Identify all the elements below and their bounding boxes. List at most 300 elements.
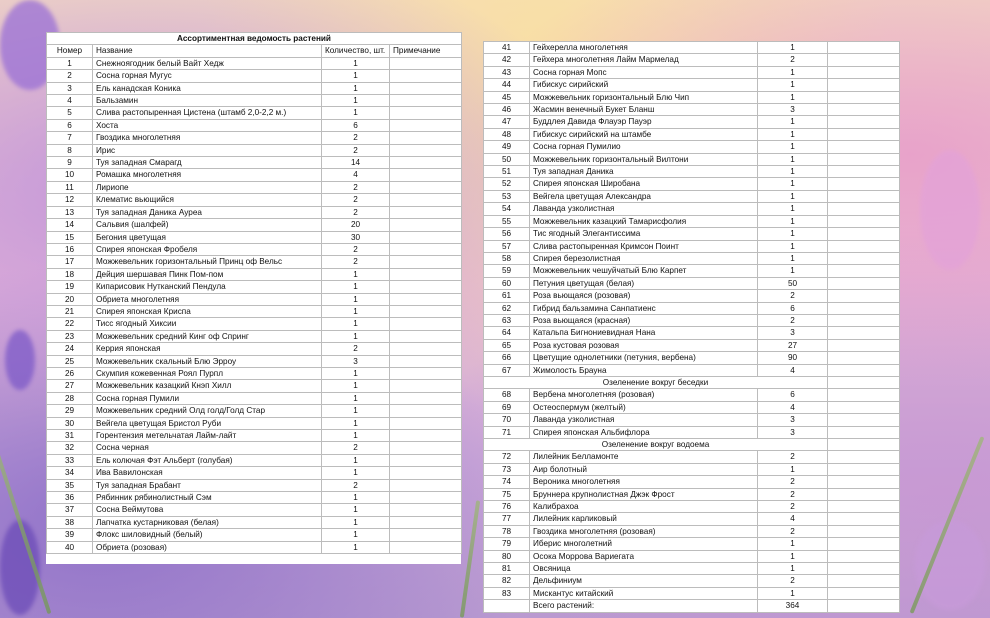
quantity: 2 — [322, 132, 390, 144]
note — [390, 70, 462, 82]
plant-name: Слива растопыренная Цистена (штамб 2,0-2,2 м.) — [93, 107, 322, 119]
table-row — [47, 380, 462, 392]
row-number: 73 — [484, 463, 530, 475]
quantity: 2 — [322, 256, 390, 268]
plant-name: Вероника многолетняя — [530, 476, 758, 488]
plant-name: Ромашка многолетняя — [93, 169, 322, 181]
note — [828, 128, 900, 140]
row-number: 49 — [484, 141, 530, 153]
row-number: 57 — [484, 240, 530, 252]
quantity: 1 — [758, 563, 828, 575]
row-number: 50 — [484, 153, 530, 165]
row-number: 13 — [47, 206, 93, 218]
inventory-table-left — [46, 32, 461, 564]
plant-name: Тис ягодный Элегантиссима — [530, 228, 758, 240]
row-number: 80 — [484, 550, 530, 562]
plant-name: Туя западная Брабант — [93, 479, 322, 491]
plant-name: Жимолость Брауна — [530, 364, 758, 376]
table-row — [484, 538, 900, 550]
note — [828, 575, 900, 587]
note — [390, 380, 462, 392]
table-row — [484, 575, 900, 587]
quantity: 1 — [322, 95, 390, 107]
note — [390, 157, 462, 169]
plant-name: Можжевельник средний Кинг оф Спринг — [93, 330, 322, 342]
quantity: 1 — [322, 305, 390, 317]
quantity: 2 — [322, 194, 390, 206]
section-title: Озеленение вокруг беседки — [484, 376, 828, 388]
note — [828, 364, 900, 376]
quantity: 1 — [322, 529, 390, 541]
note — [828, 525, 900, 537]
quantity: 1 — [322, 467, 390, 479]
table-row — [47, 95, 462, 107]
section-row — [484, 376, 900, 388]
plant-name: Сосна горная Пумилио — [530, 141, 758, 153]
row-number: 75 — [484, 488, 530, 500]
plant-name: Дельфиниум — [530, 575, 758, 587]
row-number: 32 — [47, 442, 93, 454]
note — [828, 240, 900, 252]
plant-name: Роза вьющаяся (красная) — [530, 314, 758, 326]
table-row — [47, 281, 462, 293]
header-note: Примечание — [390, 45, 462, 57]
table-row — [47, 355, 462, 367]
table-row — [484, 488, 900, 500]
table-row — [484, 166, 900, 178]
row-number: 4 — [47, 95, 93, 107]
table-row — [484, 265, 900, 277]
plant-name: Гвоздика многолетняя (розовая) — [530, 525, 758, 537]
row-number: 55 — [484, 215, 530, 227]
note — [828, 54, 900, 66]
table-row — [484, 54, 900, 66]
table-row — [484, 587, 900, 599]
table-row — [484, 327, 900, 339]
quantity: 14 — [322, 157, 390, 169]
plant-name: Буддлея Давида Флауэр Пауэр — [530, 116, 758, 128]
header-name: Название — [93, 45, 322, 57]
row-number: 34 — [47, 467, 93, 479]
plant-name: Хоста — [93, 119, 322, 131]
note — [390, 144, 462, 156]
quantity: 1 — [758, 116, 828, 128]
plant-name: Лаванда узколистная — [530, 203, 758, 215]
header-number: Номер — [47, 45, 93, 57]
quantity: 1 — [758, 550, 828, 562]
plant-name: Можжевельник казацкий Тамарисфолия — [530, 215, 758, 227]
plant-name: Гвоздика многолетняя — [93, 132, 322, 144]
plant-name: Спирея березолистная — [530, 252, 758, 264]
table-row — [484, 339, 900, 351]
table-row — [484, 290, 900, 302]
table-row — [47, 206, 462, 218]
note — [390, 107, 462, 119]
header-quantity: Количество, шт. — [322, 45, 390, 57]
plant-name: Овсяница — [530, 563, 758, 575]
note — [390, 367, 462, 379]
plant-name: Можжевельник горизонтальный Блю Чип — [530, 91, 758, 103]
table-row — [47, 70, 462, 82]
note — [390, 442, 462, 454]
table-row — [47, 405, 462, 417]
plant-name: Роза кустовая розовая — [530, 339, 758, 351]
table-header — [47, 45, 462, 57]
quantity: 2 — [322, 343, 390, 355]
plant-name: Аир болотный — [530, 463, 758, 475]
note — [390, 492, 462, 504]
note — [390, 516, 462, 528]
note — [828, 203, 900, 215]
table-row — [47, 367, 462, 379]
table-row — [47, 194, 462, 206]
plant-name: Лириопе — [93, 181, 322, 193]
row-number: 33 — [47, 454, 93, 466]
note — [390, 268, 462, 280]
table-row — [47, 107, 462, 119]
note — [390, 181, 462, 193]
table-row — [47, 82, 462, 94]
table-row — [47, 492, 462, 504]
quantity: 6 — [758, 389, 828, 401]
row-number: 23 — [47, 330, 93, 342]
plant-name: Дейция шершавая Пинк Пом-пом — [93, 268, 322, 280]
plant-name: Слива растопыренная Кримсон Поинт — [530, 240, 758, 252]
note — [390, 119, 462, 131]
plant-name: Лапчатка кустарниковая (белая) — [93, 516, 322, 528]
note — [828, 166, 900, 178]
row-number: 11 — [47, 181, 93, 193]
table-row — [484, 525, 900, 537]
table-row — [47, 330, 462, 342]
row-number: 61 — [484, 290, 530, 302]
row-number: 51 — [484, 166, 530, 178]
quantity: 1 — [758, 178, 828, 190]
note — [390, 529, 462, 541]
quantity: 3 — [758, 104, 828, 116]
total-row — [484, 600, 900, 612]
plant-name: Туя западная Даника Ауреа — [93, 206, 322, 218]
row-number: 77 — [484, 513, 530, 525]
quantity: 2 — [758, 54, 828, 66]
row-number: 44 — [484, 79, 530, 91]
row-number: 45 — [484, 91, 530, 103]
plant-name: Можжевельник средний Олд голд/Голд Стар — [93, 405, 322, 417]
row-number: 16 — [47, 243, 93, 255]
table-row — [484, 141, 900, 153]
quantity: 2 — [758, 476, 828, 488]
row-number: 21 — [47, 305, 93, 317]
note — [390, 541, 462, 553]
row-number: 43 — [484, 66, 530, 78]
plant-name: Гибрид бальзамина Санпатиенс — [530, 302, 758, 314]
plant-name: Остеоспермум (желтый) — [530, 401, 758, 413]
plant-name: Ирис — [93, 144, 322, 156]
quantity: 1 — [322, 405, 390, 417]
plant-name: Бруннера крупнолистная Джэк Фрост — [530, 488, 758, 500]
note — [390, 57, 462, 69]
note — [828, 215, 900, 227]
note — [390, 243, 462, 255]
note — [828, 488, 900, 500]
table-row — [47, 132, 462, 144]
note — [828, 401, 900, 413]
quantity: 1 — [322, 82, 390, 94]
table-row — [47, 529, 462, 541]
table-row — [47, 541, 462, 553]
quantity: 2 — [322, 206, 390, 218]
table-row — [484, 252, 900, 264]
quantity: 1 — [758, 153, 828, 165]
note — [828, 339, 900, 351]
note — [828, 376, 900, 388]
page-title: Ассортиментная ведомость растений — [47, 33, 462, 45]
plant-name: Цветущие однолетники (петуния, вербена) — [530, 352, 758, 364]
row-number: 59 — [484, 265, 530, 277]
row-number: 67 — [484, 364, 530, 376]
row-number: 76 — [484, 501, 530, 513]
plant-name: Мискантус китайский — [530, 587, 758, 599]
quantity: 1 — [322, 318, 390, 330]
plant-name: Сосна Веймутова — [93, 504, 322, 516]
table-row — [47, 169, 462, 181]
row-number: 74 — [484, 476, 530, 488]
plant-name: Керрия японская — [93, 343, 322, 355]
plant-name: Спирея японская Фробеля — [93, 243, 322, 255]
quantity: 2 — [322, 479, 390, 491]
note — [828, 190, 900, 202]
row-number: 40 — [47, 541, 93, 553]
quantity: 2 — [758, 290, 828, 302]
note — [828, 501, 900, 513]
note — [390, 417, 462, 429]
quantity: 1 — [758, 215, 828, 227]
row-number: 39 — [47, 529, 93, 541]
table-row — [47, 392, 462, 404]
table-row — [484, 513, 900, 525]
note — [390, 95, 462, 107]
quantity: 1 — [758, 538, 828, 550]
plant-name: Вейгела цветущая Александра — [530, 190, 758, 202]
note — [390, 169, 462, 181]
note — [828, 252, 900, 264]
note — [390, 256, 462, 268]
row-number: 3 — [47, 82, 93, 94]
quantity: 1 — [322, 281, 390, 293]
table-row — [47, 157, 462, 169]
row-number: 2 — [47, 70, 93, 82]
table-row — [47, 119, 462, 131]
note — [828, 476, 900, 488]
note — [390, 194, 462, 206]
row-number: 22 — [47, 318, 93, 330]
plant-name: Гибискус сирийский — [530, 79, 758, 91]
quantity: 2 — [758, 525, 828, 537]
section-title: Озеленение вокруг водоема — [484, 439, 828, 451]
table-row — [484, 104, 900, 116]
quantity: 4 — [758, 513, 828, 525]
plant-name: Скумпия кожевенная Роял Пурпл — [93, 367, 322, 379]
quantity: 1 — [758, 252, 828, 264]
table-row — [47, 442, 462, 454]
quantity: 90 — [758, 352, 828, 364]
inventory-table-right — [483, 41, 899, 612]
table-row — [484, 302, 900, 314]
row-number: 64 — [484, 327, 530, 339]
note — [390, 318, 462, 330]
plant-name: Ива Вавилонская — [93, 467, 322, 479]
table-row — [484, 203, 900, 215]
plant-name: Лилейник Белламонте — [530, 451, 758, 463]
table-row — [47, 516, 462, 528]
plant-name: Роза вьющаяся (розовая) — [530, 290, 758, 302]
quantity: 4 — [758, 364, 828, 376]
plant-name: Кипарисовик Нутканский Пендула — [93, 281, 322, 293]
row-number: 36 — [47, 492, 93, 504]
plant-name: Можжевельник скальный Блю Эрроу — [93, 355, 322, 367]
plant-name: Вейгела цветущая Бристол Руби — [93, 417, 322, 429]
quantity: 1 — [758, 463, 828, 475]
plant-name: Гейхерелла многолетняя — [530, 42, 758, 54]
quantity: 30 — [322, 231, 390, 243]
note — [390, 405, 462, 417]
quantity: 1 — [322, 57, 390, 69]
quantity: 1 — [322, 541, 390, 553]
row-number: 65 — [484, 339, 530, 351]
row-number: 42 — [484, 54, 530, 66]
quantity: 1 — [758, 66, 828, 78]
table-row — [484, 389, 900, 401]
row-number: 20 — [47, 293, 93, 305]
note — [828, 277, 900, 289]
row-number: 9 — [47, 157, 93, 169]
note — [828, 91, 900, 103]
table-row — [47, 219, 462, 231]
table-row — [484, 228, 900, 240]
plant-name: Клематис вьющийся — [93, 194, 322, 206]
plant-name: Бальзамин — [93, 95, 322, 107]
quantity: 1 — [758, 42, 828, 54]
plant-name: Петуния цветущая (белая) — [530, 277, 758, 289]
plant-name: Иберис многолетний — [530, 538, 758, 550]
plant-name: Бегония цветущая — [93, 231, 322, 243]
row-number: 18 — [47, 268, 93, 280]
quantity: 1 — [322, 417, 390, 429]
row-number: 35 — [47, 479, 93, 491]
table-row — [484, 79, 900, 91]
table-row — [484, 240, 900, 252]
plant-name: Ель колючая Фэт Альберт (голубая) — [93, 454, 322, 466]
plant-name: Катальпа Бигнониевидная Нана — [530, 327, 758, 339]
table-row — [484, 66, 900, 78]
row-number: 82 — [484, 575, 530, 587]
row-number: 19 — [47, 281, 93, 293]
note — [390, 231, 462, 243]
table-row — [47, 293, 462, 305]
table-row — [47, 57, 462, 69]
quantity: 27 — [758, 339, 828, 351]
row-number: 10 — [47, 169, 93, 181]
note — [828, 314, 900, 326]
table-row — [47, 454, 462, 466]
table-row — [47, 318, 462, 330]
table-row — [47, 430, 462, 442]
quantity: 1 — [758, 203, 828, 215]
table-row — [484, 476, 900, 488]
total-spacer — [484, 600, 530, 612]
table-row — [47, 343, 462, 355]
row-number: 41 — [484, 42, 530, 54]
note — [828, 426, 900, 438]
plant-name: Можжевельник горизонтальный Вилтони — [530, 153, 758, 165]
quantity: 4 — [322, 169, 390, 181]
quantity: 1 — [758, 91, 828, 103]
table-row — [47, 181, 462, 193]
quantity: 2 — [322, 243, 390, 255]
table-row — [484, 116, 900, 128]
table-row — [484, 563, 900, 575]
quantity: 20 — [322, 219, 390, 231]
quantity: 1 — [322, 268, 390, 280]
note — [828, 513, 900, 525]
plant-name: Спирея японская Альбифлора — [530, 426, 758, 438]
quantity: 1 — [322, 107, 390, 119]
note — [828, 451, 900, 463]
note — [828, 538, 900, 550]
quantity: 1 — [322, 380, 390, 392]
quantity: 6 — [758, 302, 828, 314]
table-row — [484, 215, 900, 227]
row-number: 26 — [47, 367, 93, 379]
note — [828, 414, 900, 426]
table-row — [484, 190, 900, 202]
note — [390, 430, 462, 442]
plant-name: Вербена многолетняя (розовая) — [530, 389, 758, 401]
table-row — [484, 364, 900, 376]
note — [828, 153, 900, 165]
note — [828, 587, 900, 599]
table-row — [47, 256, 462, 268]
plant-name: Лилейник карликовый — [530, 513, 758, 525]
note — [390, 293, 462, 305]
row-number: 60 — [484, 277, 530, 289]
row-number: 72 — [484, 451, 530, 463]
quantity: 1 — [758, 265, 828, 277]
plant-name: Туя западная Даника — [530, 166, 758, 178]
note — [390, 479, 462, 491]
table-row — [484, 414, 900, 426]
note — [828, 104, 900, 116]
note — [390, 219, 462, 231]
note — [828, 600, 900, 612]
plant-name: Обриета многолетняя — [93, 293, 322, 305]
row-number: 25 — [47, 355, 93, 367]
row-number: 54 — [484, 203, 530, 215]
row-number: 69 — [484, 401, 530, 413]
note — [828, 439, 900, 451]
quantity: 1 — [322, 516, 390, 528]
table-row — [484, 153, 900, 165]
note — [390, 281, 462, 293]
table-row — [484, 426, 900, 438]
note — [828, 141, 900, 153]
quantity: 3 — [322, 355, 390, 367]
note — [390, 355, 462, 367]
table-row — [484, 277, 900, 289]
quantity: 3 — [758, 426, 828, 438]
plant-name: Сосна горная Мугус — [93, 70, 322, 82]
plant-name: Калибрахоа — [530, 501, 758, 513]
